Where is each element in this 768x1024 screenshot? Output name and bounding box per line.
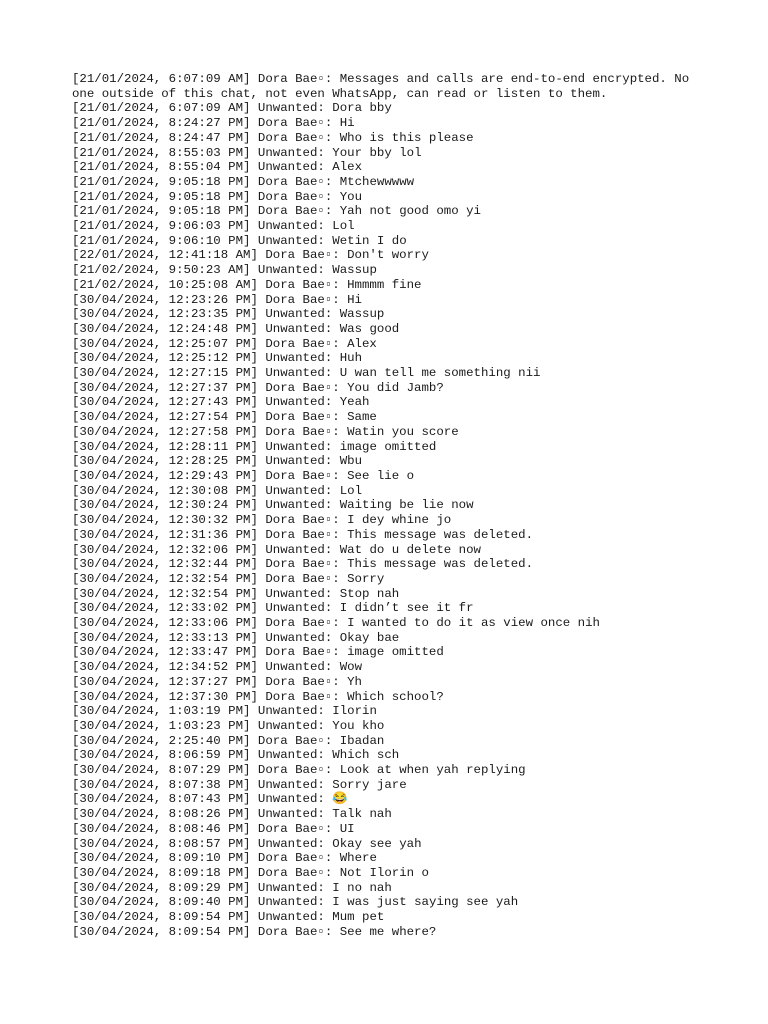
chat-message-line: [30/04/2024, 12:27:43 PM] Unwanted: Yeah: [72, 395, 370, 410]
message-text: Same: [347, 410, 377, 425]
message-timestamp: [21/01/2024, 6:07:09 AM]: [72, 101, 251, 116]
message-timestamp: [30/04/2024, 8:07:29 PM]: [72, 763, 251, 778]
chat-message-line: [30/04/2024, 12:28:11 PM] Unwanted: image omitted: [72, 439, 437, 454]
message-text: Okay bae: [339, 630, 400, 645]
message-timestamp: [21/01/2024, 8:55:03 PM]: [72, 145, 251, 160]
message-text: I didn’t see it fr: [339, 601, 474, 616]
message-text: Watin you score: [347, 424, 459, 439]
chat-message-line: [30/04/2024, 1:03:19 PM] Unwanted: Ilorin: [72, 704, 377, 719]
message-timestamp: [30/04/2024, 8:08:26 PM]: [72, 807, 251, 822]
message-text: I dey whine jo: [347, 513, 452, 528]
chat-message-line: [22/01/2024, 12:41:18 AM] Dora Bae▫: Don't worry: [72, 248, 429, 263]
message-text: Yah not good omo yi: [339, 204, 481, 219]
message-text: Wow: [339, 660, 363, 675]
message-timestamp: [21/01/2024, 8:55:04 PM]: [72, 160, 251, 175]
message-timestamp: [30/04/2024, 12:30:24 PM]: [72, 498, 258, 513]
message-sender: Unwanted: [265, 395, 325, 410]
message-text: Wassup: [332, 263, 377, 278]
chat-message-line: [21/01/2024, 9:05:18 PM] Dora Bae▫: Yah not good omo yi: [72, 204, 481, 219]
message-sender: Unwanted: [257, 880, 318, 895]
message-timestamp: [21/01/2024, 9:06:10 PM]: [72, 233, 251, 248]
message-timestamp: [30/04/2024, 12:37:30 PM]: [72, 689, 258, 704]
chat-message-line: [30/04/2024, 12:30:24 PM] Unwanted: Waiting be lie now: [72, 498, 474, 513]
message-sender: Dora Bae▫: [265, 674, 333, 689]
message-text: I was just saying see yah: [332, 895, 519, 910]
message-timestamp: [21/01/2024, 8:24:27 PM]: [72, 116, 251, 131]
message-sender: Unwanted: [265, 321, 325, 336]
message-text: Wetin I do: [332, 233, 407, 248]
chat-message-line: [21/01/2024, 9:05:18 PM] Dora Bae▫: Mtchewwwww: [72, 174, 415, 189]
message-text: Lol: [339, 483, 363, 498]
message-sender: Dora Bae▫: [257, 116, 325, 131]
message-text: Waiting be lie now: [339, 498, 474, 513]
message-sender: Dora Bae▫: [265, 292, 333, 307]
message-text: Don't worry: [347, 248, 429, 263]
message-sender: Unwanted: [265, 439, 325, 454]
chat-message-line: [30/04/2024, 12:37:27 PM] Dora Bae▫: Yh: [72, 674, 362, 689]
chat-message-line: [30/04/2024, 12:25:12 PM] Unwanted: Huh: [72, 351, 363, 366]
message-sender: Unwanted: [257, 101, 318, 116]
chat-message-line: [30/04/2024, 12:37:30 PM] Dora Bae▫: Which school?: [72, 689, 444, 704]
message-text: Sorry jare: [332, 777, 407, 792]
chat-message-line: [21/01/2024, 9:06:10 PM] Unwanted: Wetin I do: [72, 233, 407, 248]
message-timestamp: [30/04/2024, 12:33:47 PM]: [72, 645, 258, 660]
message-text: 😂: [332, 792, 348, 807]
message-timestamp: [30/04/2024, 12:32:54 PM]: [72, 571, 258, 586]
chat-message-line: [30/04/2024, 12:27:58 PM] Dora Bae▫: Watin you score: [72, 424, 459, 439]
message-sender: Dora Bae▫: [257, 865, 325, 880]
chat-message-line: [21/01/2024, 6:07:09 AM] Unwanted: Dora bby: [72, 101, 392, 116]
message-timestamp: [30/04/2024, 8:09:54 PM]: [72, 910, 251, 925]
chat-message-line: [21/02/2024, 9:50:23 AM] Unwanted: Wassup: [72, 263, 377, 278]
message-sender: Unwanted: [265, 351, 325, 366]
message-sender: Dora Bae▫: [265, 527, 333, 542]
message-timestamp: [30/04/2024, 12:34:52 PM]: [72, 660, 258, 675]
message-timestamp: [30/04/2024, 12:27:37 PM]: [72, 380, 258, 395]
message-sender: Unwanted: [265, 542, 325, 557]
message-timestamp: [30/04/2024, 1:03:19 PM]: [72, 704, 251, 719]
chat-message-line: [30/04/2024, 8:06:59 PM] Unwanted: Which sch: [72, 748, 400, 763]
message-text: You did Jamb?: [347, 380, 444, 395]
message-text: Hi: [347, 292, 362, 307]
message-timestamp: [30/04/2024, 12:30:08 PM]: [72, 483, 258, 498]
message-timestamp: [21/02/2024, 9:50:23 AM]: [72, 263, 251, 278]
message-text: Wassup: [339, 307, 385, 322]
message-sender: Dora Bae▫: [257, 72, 325, 86]
message-timestamp: [30/04/2024, 12:33:02 PM]: [72, 601, 258, 616]
message-sender: Dora Bae▫: [265, 557, 333, 572]
message-sender: Unwanted: [257, 807, 318, 822]
message-sender: Unwanted: [257, 836, 318, 851]
message-text: U wan tell me something nii: [339, 366, 541, 381]
message-timestamp: [30/04/2024, 12:37:27 PM]: [72, 674, 258, 689]
chat-message-line: [21/01/2024, 6:07:09 AM] Dora Bae▫: Messages and calls are end-to-end encrypted. No one outside of this chat, not even WhatsApp, can read or listen to them.: [72, 72, 697, 101]
message-text: image omitted: [347, 645, 444, 660]
message-timestamp: [21/01/2024, 9:05:18 PM]: [72, 204, 251, 219]
message-timestamp: [30/04/2024, 12:25:07 PM]: [72, 336, 258, 351]
message-text: Okay see yah: [332, 836, 422, 851]
chat-message-line: [30/04/2024, 12:23:26 PM] Dora Bae▫: Hi: [72, 292, 362, 307]
message-sender: Dora Bae▫: [265, 468, 333, 483]
message-timestamp: [30/04/2024, 12:31:36 PM]: [72, 527, 258, 542]
message-text: See me where?: [339, 924, 437, 939]
chat-message-line: [30/04/2024, 2:25:40 PM] Dora Bae▫: Ibadan: [72, 733, 385, 748]
message-sender: Dora Bae▫: [265, 277, 333, 292]
message-sender: Dora Bae▫: [265, 248, 333, 263]
message-sender: Unwanted: [265, 630, 325, 645]
message-text: Where: [339, 851, 377, 866]
chat-message-line: [30/04/2024, 12:30:08 PM] Unwanted: Lol: [72, 483, 363, 498]
message-timestamp: [30/04/2024, 8:08:46 PM]: [72, 821, 251, 836]
message-timestamp: [30/04/2024, 1:03:23 PM]: [72, 718, 251, 733]
message-timestamp: [22/01/2024, 12:41:18 AM]: [72, 248, 258, 263]
message-timestamp: [30/04/2024, 12:27:54 PM]: [72, 410, 258, 425]
chat-message-line: [30/04/2024, 12:30:32 PM] Dora Bae▫: I dey whine jo: [72, 513, 452, 528]
message-text: Ilorin: [332, 704, 377, 719]
message-sender: Unwanted: [257, 233, 318, 248]
message-sender: Dora Bae▫: [265, 571, 333, 586]
message-text: Hi: [339, 116, 355, 131]
message-sender: Unwanted: [257, 792, 318, 807]
chat-message-line: [30/04/2024, 8:09:29 PM] Unwanted: I no nah: [72, 880, 392, 895]
message-timestamp: [30/04/2024, 12:25:12 PM]: [72, 351, 258, 366]
message-timestamp: [30/04/2024, 8:09:54 PM]: [72, 924, 251, 939]
chat-message-line: [21/01/2024, 9:06:03 PM] Unwanted: Lol: [72, 219, 355, 234]
chat-message-line: [30/04/2024, 8:09:54 PM] Unwanted: Mum pet: [72, 910, 385, 925]
message-text: image omitted: [339, 439, 437, 454]
chat-message-line: [30/04/2024, 8:08:46 PM] Dora Bae▫: UI: [72, 821, 355, 836]
message-sender: Dora Bae▫: [265, 689, 333, 704]
message-timestamp: [30/04/2024, 12:30:32 PM]: [72, 513, 258, 528]
message-sender: Dora Bae▫: [257, 189, 325, 204]
message-text: Stop nah: [339, 586, 400, 601]
message-sender: Unwanted: [257, 777, 318, 792]
message-timestamp: [30/04/2024, 12:28:25 PM]: [72, 454, 258, 469]
chat-message-line: [30/04/2024, 12:32:44 PM] Dora Bae▫: This message was deleted.: [72, 557, 534, 572]
message-text: I no nah: [332, 880, 392, 895]
message-text: Which sch: [332, 748, 400, 763]
message-sender: Dora Bae▫: [265, 336, 333, 351]
chat-message-line: [30/04/2024, 8:08:57 PM] Unwanted: Okay see yah: [72, 836, 422, 851]
chat-message-line: [30/04/2024, 12:32:54 PM] Unwanted: Stop nah: [72, 586, 400, 601]
chat-message-line: [30/04/2024, 12:33:02 PM] Unwanted: I didn’t see it fr: [72, 601, 474, 616]
message-timestamp: [30/04/2024, 8:07:38 PM]: [72, 777, 251, 792]
chat-message-line: [30/04/2024, 8:09:18 PM] Dora Bae▫: Not Ilorin o: [72, 865, 429, 880]
message-text: This message was deleted.: [347, 557, 534, 572]
message-sender: Unwanted: [265, 366, 325, 381]
message-timestamp: [30/04/2024, 8:09:29 PM]: [72, 880, 251, 895]
chat-message-line: [30/04/2024, 12:32:54 PM] Dora Bae▫: Sorry: [72, 571, 385, 586]
chat-message-line: [30/04/2024, 12:33:06 PM] Dora Bae▫: I wanted to do it as view once nih: [72, 616, 600, 631]
message-sender: Unwanted: [257, 263, 318, 278]
message-text: Yeah: [339, 395, 370, 410]
message-text: Alex: [332, 160, 363, 175]
message-text: Huh: [339, 351, 363, 366]
message-sender: Dora Bae▫: [265, 616, 333, 631]
message-text: You kho: [332, 718, 385, 733]
chat-message-line: [30/04/2024, 8:07:29 PM] Dora Bae▫: Look at when yah replying: [72, 763, 526, 778]
message-sender: Unwanted: [257, 145, 318, 160]
chat-transcript: [72, 72, 712, 939]
chat-message-line: [30/04/2024, 12:32:06 PM] Unwanted: Wat do u delete now: [72, 542, 481, 557]
message-timestamp: [30/04/2024, 12:29:43 PM]: [72, 468, 258, 483]
chat-message-line: [30/04/2024, 12:33:13 PM] Unwanted: Okay bae: [72, 630, 400, 645]
message-text: Talk nah: [332, 807, 392, 822]
message-text: Dora bby: [332, 101, 392, 116]
message-text: Ibadan: [339, 733, 385, 748]
chat-message-line: [30/04/2024, 8:07:38 PM] Unwanted: Sorry jare: [72, 777, 407, 792]
message-timestamp: [21/01/2024, 6:07:09 AM]: [72, 72, 251, 86]
message-sender: Dora Bae▫: [257, 204, 325, 219]
message-timestamp: [30/04/2024, 12:23:35 PM]: [72, 307, 258, 322]
message-text: This message was deleted.: [347, 527, 534, 542]
chat-message-line: [30/04/2024, 8:08:26 PM] Unwanted: Talk nah: [72, 807, 392, 822]
message-timestamp: [30/04/2024, 12:32:06 PM]: [72, 542, 258, 557]
message-sender: Dora Bae▫: [265, 513, 333, 528]
message-sender: Unwanted: [257, 704, 318, 719]
message-text: See lie o: [347, 468, 415, 483]
message-text: Mum pet: [332, 910, 385, 925]
message-sender: Unwanted: [257, 718, 318, 733]
chat-message-line: [30/04/2024, 12:27:54 PM] Dora Bae▫: Same: [72, 410, 377, 425]
message-timestamp: [30/04/2024, 12:33:13 PM]: [72, 630, 258, 645]
message-text: Not Ilorin o: [339, 865, 429, 880]
message-timestamp: [30/04/2024, 8:09:18 PM]: [72, 865, 251, 880]
chat-message-line: [30/04/2024, 8:09:10 PM] Dora Bae▫: Where: [72, 851, 377, 866]
message-timestamp: [21/01/2024, 9:05:18 PM]: [72, 189, 251, 204]
message-timestamp: [30/04/2024, 12:28:11 PM]: [72, 439, 258, 454]
chat-message-line: [30/04/2024, 12:31:36 PM] Dora Bae▫: This message was deleted.: [72, 527, 534, 542]
message-sender: Dora Bae▫: [257, 924, 325, 939]
message-timestamp: [30/04/2024, 2:25:40 PM]: [72, 733, 251, 748]
message-sender: Unwanted: [257, 910, 318, 925]
chat-message-line: [30/04/2024, 12:29:43 PM] Dora Bae▫: See lie o: [72, 468, 415, 483]
message-timestamp: [30/04/2024, 8:06:59 PM]: [72, 748, 251, 763]
message-timestamp: [30/04/2024, 12:32:54 PM]: [72, 586, 258, 601]
message-timestamp: [21/01/2024, 9:06:03 PM]: [72, 219, 251, 234]
message-sender: Dora Bae▫: [257, 130, 325, 145]
message-sender: Unwanted: [265, 498, 325, 513]
chat-message-line: [30/04/2024, 12:27:15 PM] Unwanted: U wan tell me something nii: [72, 366, 541, 381]
message-text: Sorry: [347, 571, 385, 586]
chat-message-line: [30/04/2024, 12:23:35 PM] Unwanted: Wassup: [72, 307, 385, 322]
message-text: Look at when yah replying: [339, 763, 526, 778]
message-timestamp: [30/04/2024, 8:07:43 PM]: [72, 792, 251, 807]
chat-message-line: [30/04/2024, 12:34:52 PM] Unwanted: Wow: [72, 660, 363, 675]
message-timestamp: [30/04/2024, 12:27:43 PM]: [72, 395, 258, 410]
message-sender: Dora Bae▫: [265, 380, 333, 395]
chat-message-line: [30/04/2024, 1:03:23 PM] Unwanted: You kho: [72, 718, 385, 733]
message-sender: Dora Bae▫: [257, 733, 325, 748]
chat-message-line: [21/01/2024, 8:55:03 PM] Unwanted: Your bby lol: [72, 145, 422, 160]
message-sender: Unwanted: [265, 586, 325, 601]
message-text: Your bby lol: [332, 145, 422, 160]
message-text: Alex: [347, 336, 377, 351]
message-sender: Unwanted: [265, 660, 325, 675]
chat-message-line: [21/01/2024, 8:24:27 PM] Dora Bae▫: Hi: [72, 116, 355, 131]
message-text: You: [339, 189, 363, 204]
message-sender: Dora Bae▫: [265, 410, 333, 425]
message-timestamp: [30/04/2024, 12:24:48 PM]: [72, 321, 258, 336]
message-sender: Dora Bae▫: [265, 645, 333, 660]
message-text: Which school?: [347, 689, 444, 704]
message-text: Mtchewwwww: [339, 174, 415, 189]
chat-message-line: [30/04/2024, 8:09:54 PM] Dora Bae▫: See me where?: [72, 924, 437, 939]
message-timestamp: [21/01/2024, 9:05:18 PM]: [72, 174, 251, 189]
chat-message-line: [21/01/2024, 8:24:47 PM] Dora Bae▫: Who is this please: [72, 130, 474, 145]
chat-message-line: [30/04/2024, 12:28:25 PM] Unwanted: Wbu: [72, 454, 363, 469]
message-text: Was good: [339, 321, 400, 336]
message-sender: Unwanted: [257, 219, 318, 234]
message-timestamp: [30/04/2024, 12:32:44 PM]: [72, 557, 258, 572]
message-sender: Unwanted: [257, 748, 318, 763]
chat-message-line: [30/04/2024, 8:09:40 PM] Unwanted: I was just saying see yah: [72, 895, 519, 910]
message-text: Who is this please: [339, 130, 474, 145]
message-timestamp: [30/04/2024, 12:27:15 PM]: [72, 366, 258, 381]
message-text: Lol: [332, 219, 355, 234]
message-text: Messages and calls are end-to-end encrypted. No one outside of this chat, not even WhatsApp, can read or listen to them.: [72, 72, 697, 101]
message-sender: Dora Bae▫: [257, 821, 325, 836]
message-text: I wanted to do it as view once nih: [347, 616, 600, 631]
chat-message-line: [30/04/2024, 12:33:47 PM] Dora Bae▫: image omitted: [72, 645, 444, 660]
chat-message-line: [30/04/2024, 8:07:43 PM] Unwanted: 😂: [72, 792, 348, 807]
message-text: UI: [339, 821, 355, 836]
message-sender: Dora Bae▫: [265, 424, 333, 439]
message-sender: Unwanted: [265, 483, 325, 498]
message-timestamp: [30/04/2024, 12:27:58 PM]: [72, 424, 258, 439]
message-text: Hmmmm fine: [347, 277, 422, 292]
message-timestamp: [30/04/2024, 8:09:40 PM]: [72, 895, 251, 910]
chat-message-line: [21/01/2024, 8:55:04 PM] Unwanted: Alex: [72, 160, 363, 175]
chat-message-line: [21/02/2024, 10:25:08 AM] Dora Bae▫: Hmmmm fine: [72, 277, 422, 292]
message-sender: Dora Bae▫: [257, 851, 325, 866]
message-sender: Unwanted: [257, 895, 318, 910]
chat-message-line: [30/04/2024, 12:27:37 PM] Dora Bae▫: You did Jamb?: [72, 380, 444, 395]
message-sender: Unwanted: [265, 601, 325, 616]
message-sender: Unwanted: [257, 160, 318, 175]
message-text: Yh: [347, 674, 362, 689]
message-timestamp: [30/04/2024, 8:09:10 PM]: [72, 851, 251, 866]
message-sender: Dora Bae▫: [257, 763, 325, 778]
message-timestamp: [30/04/2024, 12:33:06 PM]: [72, 616, 258, 631]
message-text: Wbu: [339, 454, 363, 469]
message-timestamp: [21/02/2024, 10:25:08 AM]: [72, 277, 258, 292]
chat-message-line: [30/04/2024, 12:25:07 PM] Dora Bae▫: Alex: [72, 336, 377, 351]
chat-message-line: [30/04/2024, 12:24:48 PM] Unwanted: Was good: [72, 321, 400, 336]
message-timestamp: [30/04/2024, 8:08:57 PM]: [72, 836, 251, 851]
message-timestamp: [21/01/2024, 8:24:47 PM]: [72, 130, 251, 145]
message-sender: Dora Bae▫: [257, 174, 325, 189]
message-timestamp: [30/04/2024, 12:23:26 PM]: [72, 292, 258, 307]
message-sender: Unwanted: [265, 454, 325, 469]
chat-message-line: [21/01/2024, 9:05:18 PM] Dora Bae▫: You: [72, 189, 363, 204]
message-sender: Unwanted: [265, 307, 325, 322]
message-text: Wat do u delete now: [339, 542, 481, 557]
